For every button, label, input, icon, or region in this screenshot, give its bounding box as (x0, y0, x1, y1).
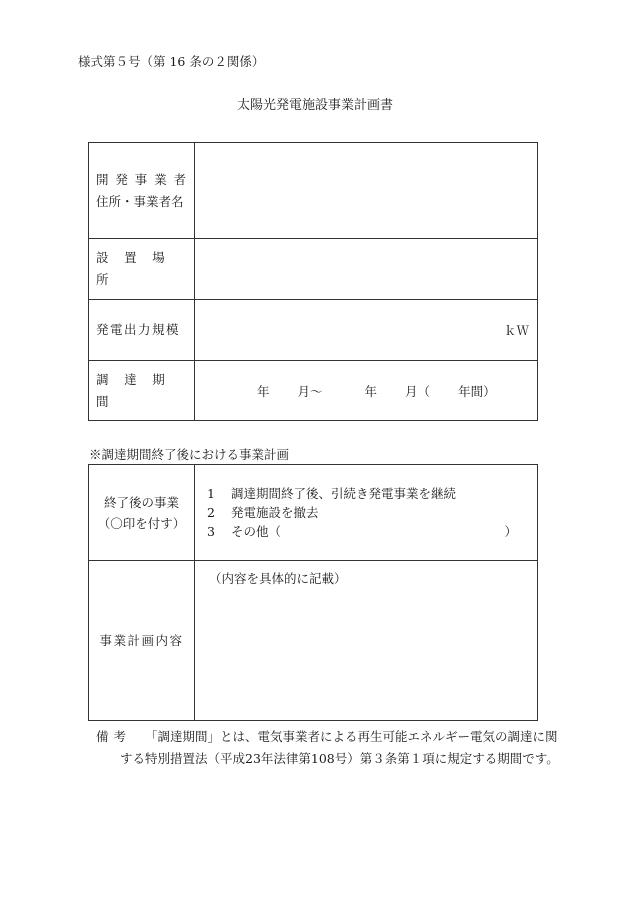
developer-field[interactable] (195, 143, 538, 239)
output-field[interactable] (195, 300, 538, 361)
option-text: 発電施設を撤去 (231, 505, 319, 520)
option-2[interactable] (207, 503, 537, 522)
period-label: 調達期間 (96, 371, 181, 409)
developer-label-cell (89, 143, 195, 239)
location-field[interactable] (195, 239, 538, 300)
after-business-label: 終了後の事業 (103, 494, 179, 510)
location-label: 設置場所 (96, 250, 181, 287)
developer-label: 開発事業者 (96, 171, 193, 187)
output-unit: ｋＷ (503, 323, 529, 338)
main-info-table (88, 142, 538, 421)
plan-content-field[interactable] (195, 561, 538, 721)
period-year-end: 年 (364, 383, 378, 399)
period-row (89, 361, 538, 421)
location-row (89, 239, 538, 300)
circle-mark-instruction: （〇印を付す） (97, 515, 186, 531)
period-years: 年間） (458, 383, 496, 399)
post-period-heading: ※調達期間終了後における事業計画 (89, 447, 290, 462)
output-label: 発電出力規模 (96, 322, 181, 337)
period-label-cell (89, 361, 195, 421)
other-close-paren: ） (504, 524, 517, 539)
option-number: 2 (207, 505, 215, 520)
document-title: 太陽光発電施設事業計画書 (236, 98, 393, 113)
period-year-start: 年 (257, 383, 270, 399)
option-number: 1 (207, 486, 215, 501)
remarks-text-1: 「調達期間」とは、電気事業者による再生可能エネルギー電気の調達に関 (145, 729, 558, 744)
output-label-cell (89, 300, 195, 361)
option-3[interactable] (207, 522, 537, 541)
period-month-start: 月～ (297, 383, 323, 399)
after-business-label-cell (89, 465, 195, 561)
remarks-text-2: する特別措置法（平成23年法律第108号）第３条第１項に規定する期間です。 (120, 751, 559, 766)
remarks-line-2 (120, 749, 559, 767)
period-month-end: 月（ (405, 383, 431, 399)
plan-row (89, 561, 538, 721)
plan-label: 事業計画内容 (99, 633, 184, 648)
period-field[interactable] (195, 361, 538, 421)
post-period-table (88, 464, 538, 721)
remarks-line-1 (96, 727, 558, 745)
form-number: 様式第５号（第 16 条の２関係） (78, 54, 265, 69)
option-text: その他（ (231, 524, 282, 539)
developer-address-label: 住所・事業者名 (96, 193, 184, 209)
remarks-label: 備考 (96, 729, 132, 744)
option-text: 調達期間終了後、引続き発電事業を継続 (231, 486, 457, 501)
after-business-options (195, 465, 538, 561)
location-label-cell (89, 239, 195, 300)
output-row (89, 300, 538, 361)
plan-hint: （内容を具体的に記載） (209, 571, 347, 586)
option-1[interactable] (207, 484, 537, 503)
after-business-row (89, 465, 538, 561)
option-number: 3 (207, 524, 215, 539)
plan-label-cell (89, 561, 195, 721)
developer-row (89, 143, 538, 239)
